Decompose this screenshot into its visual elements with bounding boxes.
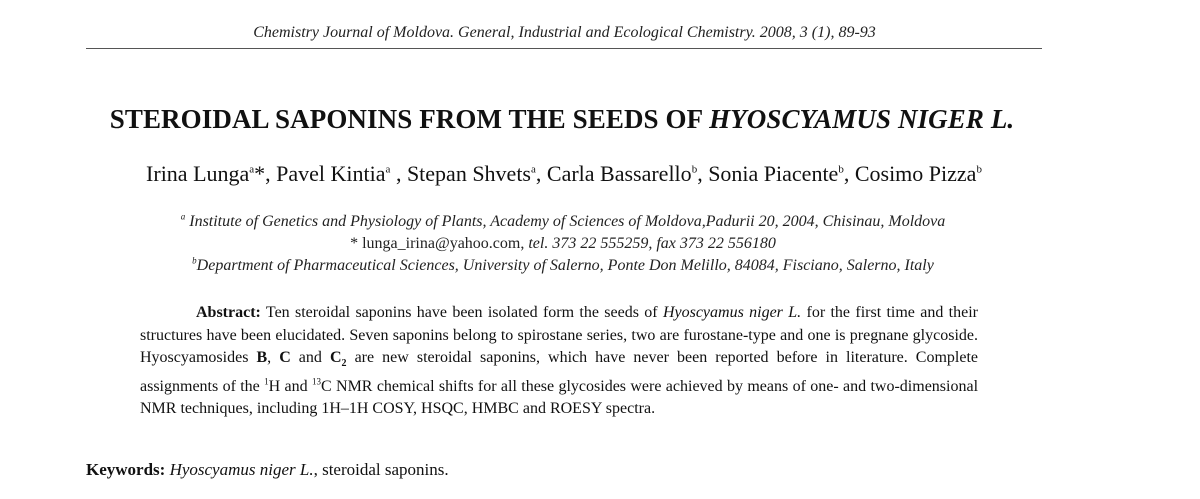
author: Sonia Piacente$^b$, bbox=[708, 161, 855, 186]
abstract-label: Abstract: bbox=[196, 304, 261, 321]
contact-email: * lunga_irina@yahoo.com, bbox=[350, 235, 525, 252]
contact-line bbox=[0, 235, 1126, 253]
title-main: STEROIDAL SAPONINS FROM THE SEEDS OF bbox=[109, 104, 710, 134]
author: Stepan Shvets$^a$, bbox=[406, 161, 547, 186]
abstract: Abstract: Ten steroidal saponins have been isolated form the seeds of Hyoscyamus niger L. for the first time and their structures have been elucidated. Seven saponins belong to spirostane series, two are furostane-type and one is pregnane glycoside. Hyoscyamosides B, C and $C_2$ are new steroidal saponins, which have never been reported before in literature. Complete assignments of the $^1$H and $^{13}$C NMR chemical shifts for all these glycosides were achieved by means of one- and two-dimensional NMR techniques, including 1H–1H COSY, HSQC, HMBC and ROESY spectra. bbox=[140, 304, 979, 418]
paper-title bbox=[0, 104, 1124, 135]
journal-citation-header: Chemistry Journal of Moldova. General, Industrial and Ecological Chemistry. 2008, 3 (1), 89-93 bbox=[253, 24, 876, 41]
affiliation-b: $^b$Department of Pharmaceutical Sciences, University of Salerno, Ponte Don Melillo, 84084, Fisciano, Salerno, Italy bbox=[192, 255, 934, 274]
keywords: Keywords: Hyoscyamus niger L., steroidal saponins. bbox=[86, 460, 449, 479]
author: Cosimo Pizza$^b$ bbox=[854, 161, 982, 186]
header-rule bbox=[86, 48, 1042, 49]
author: Pavel Kintia$^a$ , bbox=[276, 161, 407, 186]
author: Irina Lunga$^a$*, bbox=[146, 161, 277, 186]
author: Carla Bassarello$^b$, bbox=[546, 161, 709, 186]
contact-phone: tel. 373 22 555259, fax 373 22 556180 bbox=[524, 235, 776, 252]
title-species: HYOSCYAMUS NIGER L. bbox=[709, 104, 1015, 134]
author-list bbox=[0, 161, 1128, 187]
affiliation-a: $^a$ Institute of Genetics and Physiology of Plants, Academy of Sciences of Moldova,Padurii 20, 2004, Chisinau, Moldova bbox=[180, 211, 946, 230]
keywords-label: Keywords: bbox=[86, 460, 166, 479]
